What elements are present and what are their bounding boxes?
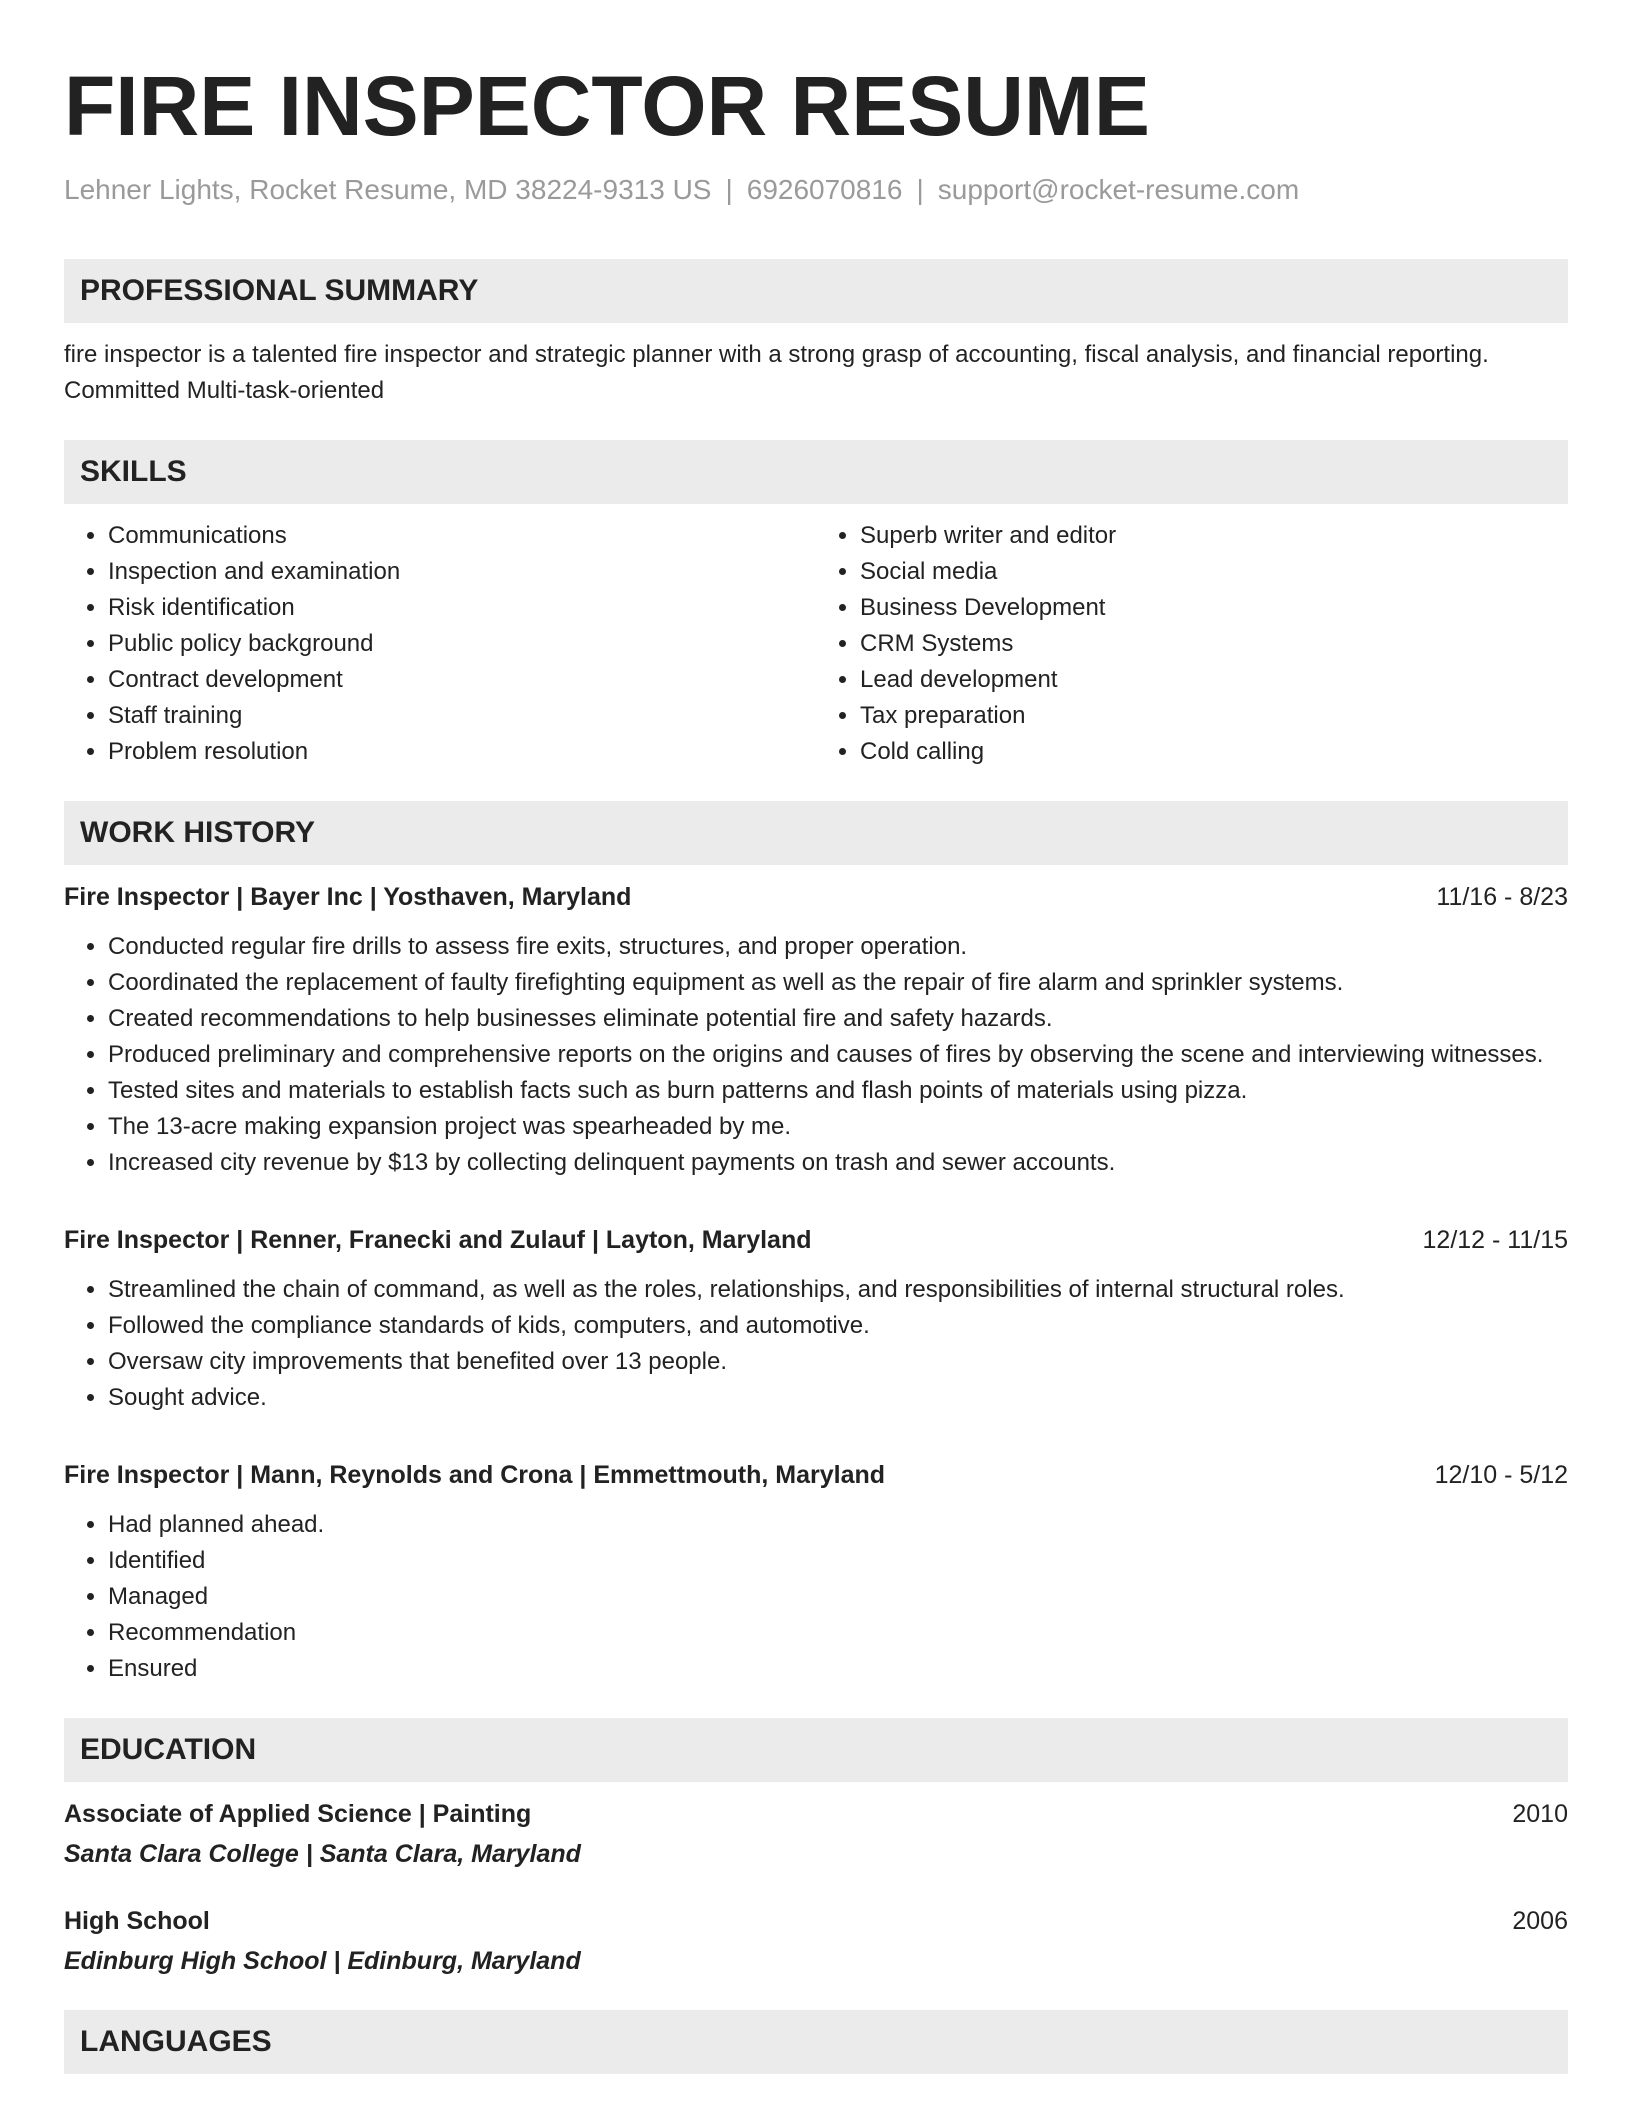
job-bullet: • Created recommendations to help businesses eliminate potential fire and safety hazards. xyxy=(108,1001,1568,1037)
education-list xyxy=(64,1796,1568,1979)
job-bullet: • The 13-acre making expansion project was spearheaded by me. xyxy=(108,1109,1568,1145)
job-dates: 11/16 - 8/23 xyxy=(1436,883,1568,911)
education-entry xyxy=(64,1796,1568,1872)
education-school: Edinburg High School | Edinburg, Maryland xyxy=(64,1947,581,1975)
job-header xyxy=(64,879,1568,915)
skill-item: • Communications xyxy=(108,518,816,554)
job-dates: 12/12 - 11/15 xyxy=(1422,1226,1568,1254)
job-bullets xyxy=(64,1507,1568,1687)
job-bullet: • Had planned ahead. xyxy=(108,1507,1568,1543)
job-bullet: • Recommendation xyxy=(108,1615,1568,1651)
job-entry xyxy=(64,1222,1568,1416)
section-header-education: EDUCATION xyxy=(64,1718,1568,1782)
skill-item: • Superb writer and editor xyxy=(860,518,1568,554)
job-bullet: • Followed the compliance standards of kids, computers, and automotive. xyxy=(108,1308,1568,1344)
skills-column-right xyxy=(816,518,1568,770)
education-year: 2010 xyxy=(1512,1800,1568,1828)
education-year: 2006 xyxy=(1512,1907,1568,1935)
section-header-languages: LANGUAGES xyxy=(64,2010,1568,2074)
contact-email[interactable]: support@rocket-resume.com xyxy=(937,174,1300,205)
contact-separator: | xyxy=(916,174,924,205)
skill-item: • Cold calling xyxy=(860,734,1568,770)
skill-item: • Problem resolution xyxy=(108,734,816,770)
education-entry xyxy=(64,1903,1568,1979)
job-dates: 12/10 - 5/12 xyxy=(1434,1461,1568,1489)
skill-item: • Business Development xyxy=(860,590,1568,626)
job-header xyxy=(64,1222,1568,1258)
contact-phone: 6926070816 xyxy=(746,174,903,205)
contact-line xyxy=(64,172,1568,208)
job-title: Fire Inspector | Mann, Reynolds and Crona | Emmettmouth, Maryland xyxy=(64,1461,886,1489)
job-title: Fire Inspector | Renner, Franecki and Zulauf | Layton, Maryland xyxy=(64,1226,812,1254)
professional-summary: fire inspector is a talented fire inspector and strategic planner with a strong grasp of accounting, fiscal analysis, and financial reporting. Committed Multi-task-oriented xyxy=(64,341,1489,404)
contact-address: Lehner Lights, Rocket Resume, MD 38224-9313 US xyxy=(64,174,712,205)
skill-item: • Lead development xyxy=(860,662,1568,698)
section-header-work-history: WORK HISTORY xyxy=(64,801,1568,865)
job-bullet: • Tested sites and materials to establish facts such as burn patterns and flash points of materials using pizza. xyxy=(108,1073,1568,1109)
skill-item: • CRM Systems xyxy=(860,626,1568,662)
job-bullets xyxy=(64,1272,1568,1416)
skill-item: • Staff training xyxy=(108,698,816,734)
skill-item: • Contract development xyxy=(108,662,816,698)
contact-separator: | xyxy=(725,174,733,205)
job-header xyxy=(64,1457,1568,1493)
education-header xyxy=(64,1796,1568,1832)
job-bullet: • Ensured xyxy=(108,1651,1568,1687)
skills-column-left xyxy=(64,518,816,770)
job-bullet: • Sought advice. xyxy=(108,1380,1568,1416)
job-bullet: • Coordinated the replacement of faulty firefighting equipment as well as the repair of fire alarm and sprinkler systems. xyxy=(108,965,1568,1001)
resume-title: FIRE INSPECTOR RESUME xyxy=(64,59,1150,153)
job-bullet: • Oversaw city improvements that benefited over 13 people. xyxy=(108,1344,1568,1380)
job-bullet: • Identified xyxy=(108,1543,1568,1579)
job-bullets xyxy=(64,929,1568,1181)
education-header xyxy=(64,1903,1568,1939)
skill-item: • Public policy background xyxy=(108,626,816,662)
job-bullet: • Streamlined the chain of command, as well as the roles, relationships, and responsibilities of internal structural roles. xyxy=(108,1272,1568,1308)
skill-item: • Inspection and examination xyxy=(108,554,816,590)
job-entry xyxy=(64,1457,1568,1687)
section-header-skills: SKILLS xyxy=(64,440,1568,504)
work-history-list xyxy=(64,879,1568,1687)
education-degree: High School xyxy=(64,1907,210,1935)
skill-item: • Risk identification xyxy=(108,590,816,626)
skills-list xyxy=(64,518,1568,770)
job-bullet: • Managed xyxy=(108,1579,1568,1615)
job-bullet: • Conducted regular fire drills to assess fire exits, structures, and proper operation. xyxy=(108,929,1568,965)
section-header-summary: PROFESSIONAL SUMMARY xyxy=(64,259,1568,323)
education-degree: Associate of Applied Science | Painting xyxy=(64,1800,532,1828)
job-bullet: • Increased city revenue by $13 by collecting delinquent payments on trash and sewer accounts. xyxy=(108,1145,1568,1181)
skill-item: • Tax preparation xyxy=(860,698,1568,734)
skill-item: • Social media xyxy=(860,554,1568,590)
education-school: Santa Clara College | Santa Clara, Maryland xyxy=(64,1840,581,1868)
job-bullet: • Produced preliminary and comprehensive reports on the origins and causes of fires by observing the scene and interviewing witnesses. xyxy=(108,1037,1568,1073)
job-entry xyxy=(64,879,1568,1181)
job-title: Fire Inspector | Bayer Inc | Yosthaven, Maryland xyxy=(64,883,632,911)
